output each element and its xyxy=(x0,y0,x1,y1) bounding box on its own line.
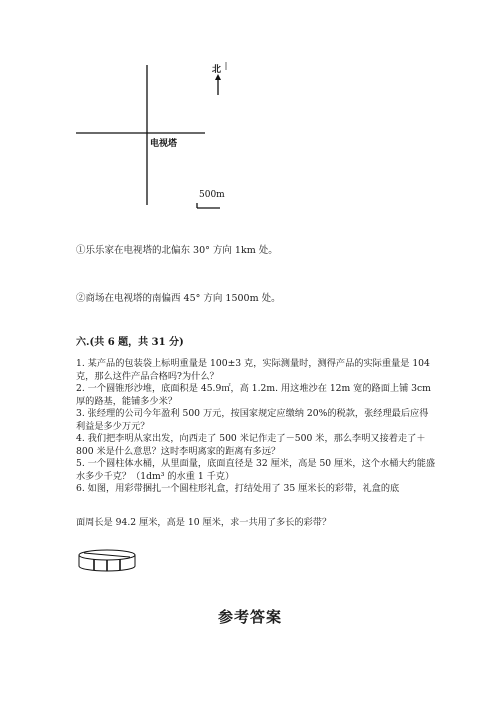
problem-5: 5. 一个圆柱体水桶，从里面量，底面直径是 32 厘米，高是 50 厘米，这个水桶大约能盛水多少千克？（1dm³ 的水重 1 千克） xyxy=(76,458,436,482)
problem-6: 6. 如图，用彩带捆扎一个圆柱形礼盒，打结处用了 35 厘米长的彩带，礼盒的底 xyxy=(76,483,400,494)
section-title: 六.(共 6 题，共 31 分) xyxy=(76,337,184,348)
question-2: ②商场在电视塔的南偏西 45° 方向 1500m 处。 xyxy=(76,293,281,304)
problem-6-continued: 面周长是 94.2 厘米，高是 10 厘米，求一共用了多长的彩带？ xyxy=(76,517,332,528)
diagram-drawing xyxy=(0,0,500,240)
answer-title: 参考答案 xyxy=(217,608,282,626)
gift-box-figure xyxy=(76,548,138,578)
north-label: 北 xyxy=(212,65,222,75)
tv-tower-label: 电视塔 xyxy=(150,139,178,149)
question-1: ①乐乐家在电视塔的北偏东 30° 方向 1km 处。 xyxy=(76,245,278,256)
direction-diagram xyxy=(0,0,500,240)
cylinder-gift-box-icon xyxy=(76,548,138,574)
problem-2: 2. 一个圆锥形沙堆，底面积是 45.9㎡，高 1.2m. 用这堆沙在 12m 宽的路面上铺 3cm 厚的路基，能铺多少米？ xyxy=(76,383,431,407)
problem-list xyxy=(76,358,436,496)
problem-3: 3. 张经理的公司今年盈利 500 万元，按国家规定应缴纳 20%的税款，张经理最后应得利益是多少万元？ xyxy=(76,408,429,432)
problem-1: 1. 某产品的包装袋上标明重量是 100±3 克，实际测量时，测得产品的实际重量是 104 克，那么这件产品合格吗?为什么？ xyxy=(76,358,430,382)
scale-label: 500m xyxy=(199,190,225,200)
problem-4: 4. 我们把李明从家出发，向西走了 500 米记作走了－500 米，那么李明又接着走了＋800 米是什么意思？这时李明离家的距离有多远？ xyxy=(76,433,426,457)
